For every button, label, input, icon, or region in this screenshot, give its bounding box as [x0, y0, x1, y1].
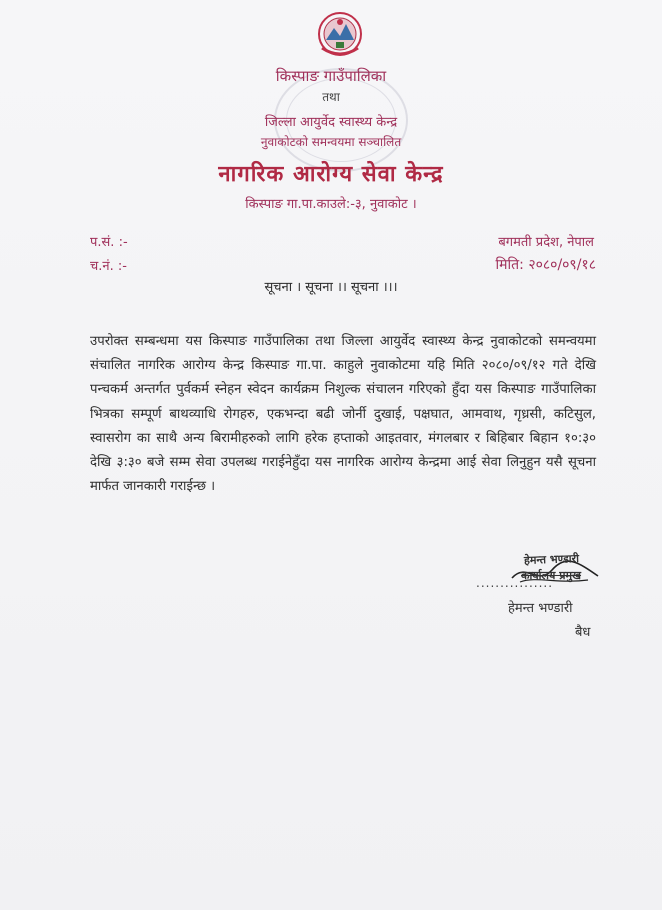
stamp-title: कार्यालय प्रमुख — [521, 569, 582, 582]
nepal-government-emblem-icon — [316, 10, 364, 60]
signer-name: हेमन्त भण्डारी — [508, 601, 573, 616]
notice-body: उपरोक्त सम्बन्धमा यस किस्पाङ गाउँपालिका तथा जिल्ला आयुर्वेद स्वास्थ्य केन्द्र नुवाकोटको समन्वयमा संचालित नागरिक आरोग्य केन्द्र किस्पाङ गा.पा. काहुले नुवाकोटमा यहि मिति २०८०/०९/१२ गते देखि पन्चकर्म अन्तर्गत पुर्वकर्म स्नेहन स्वेदन कार्यक्रम निशुल्क संचालन गरिएको हुँदा यस किस्पाङ गाउँपालिका भित्रका सम्पूर्ण बाथव्याधि रोगहरु, एकभन्दा बढी जोर्नी दुखाई, पक्षघात, आमवाथ, गृध्रसी, कटिसुल, स्वासरोग का साथै अन्य बिरामीहरुको लागि हरेक हप्ताको आइतवार, मंगलबार र बिहिबार बिहान १०:३० देखि ३:३० बजे सम्म सेवा उपलब्ध गराईनेहुँदा यस नागरिक आरोग्य केन्द्रमा आई सेवा लिनुहुन यसै सूचना मार्फत जानकारी गराईन्छ । — [90, 334, 596, 495]
notice-heading: सूचना । सूचना ।। सूचना ।।। — [264, 280, 398, 295]
conjunction-text: तथा — [322, 90, 340, 104]
district-ayurveda-center: जिल्ला आयुर्वेद स्वास्थ्य केन्द्र — [264, 115, 398, 130]
signer-role: बैध — [575, 625, 591, 640]
stamp-name: हेमन्त भण्डारी — [523, 552, 580, 567]
patra-sankhya-label: प.सं. :- — [90, 235, 128, 250]
office-address: किस्पाङ गा.पा.काउले:-३, नुवाकोट । — [245, 197, 417, 212]
coordination-text: नुवाकोटको समन्वयमा सञ्चालित — [260, 135, 402, 149]
province-text: बगमती प्रदेश, नेपाल — [498, 235, 594, 250]
office-title: नागरिक आरोग्य सेवा केन्द्र — [218, 162, 444, 187]
document-date: मिति: २०८०/०९/१८ — [495, 257, 596, 273]
signature-line: ................ — [476, 576, 554, 590]
chalani-number-label: च.नं. :- — [90, 259, 127, 274]
municipality-name: किस्पाङ गाउँपालिका — [275, 67, 387, 85]
